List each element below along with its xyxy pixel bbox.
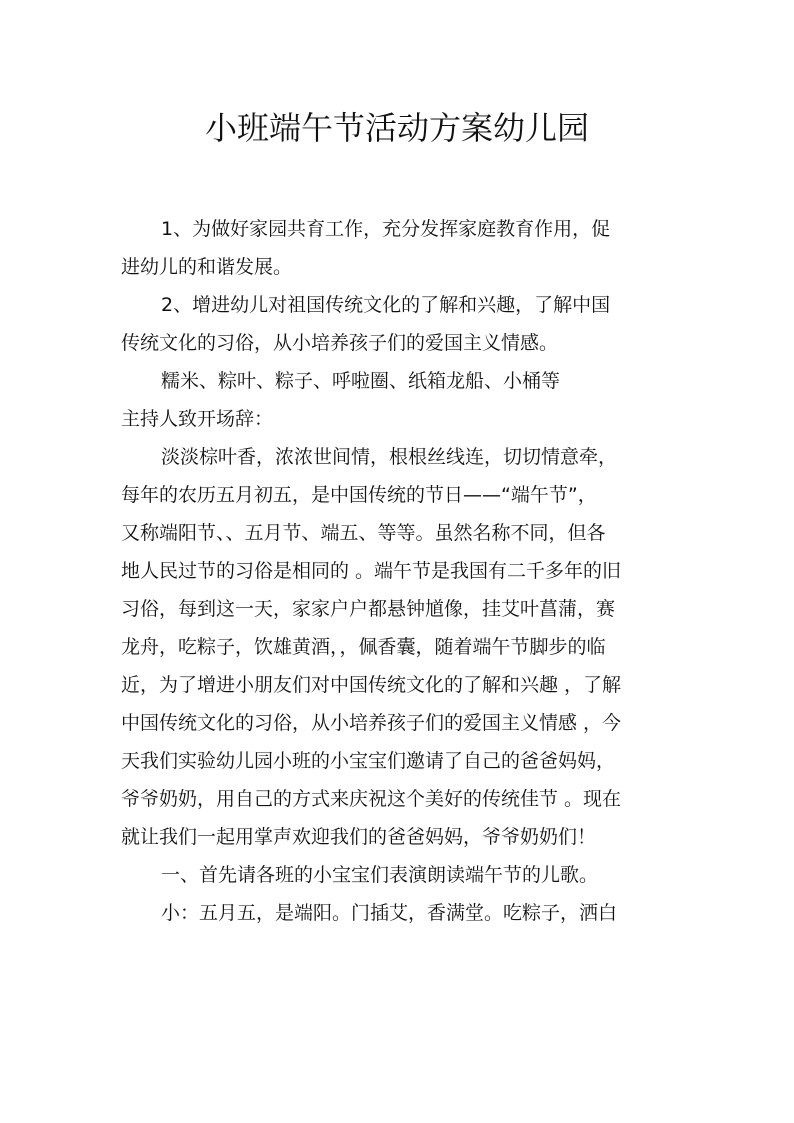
document-body: [121, 210, 677, 932]
paragraph-host-opening: [121, 400, 677, 438]
text-line: 2、增进幼儿对祖国传统文化的了解和兴趣，了解中国: [161, 294, 611, 316]
text-line: 中国传统文化的习俗，从小培养孩子们的爱国主义情感 ，今: [121, 712, 622, 734]
text-line: 传统文化的习俗，从小培养孩子们的爱国主义情感。: [121, 332, 559, 354]
text-line: 习俗，每到这一天，家家户户都悬钟馗像，挂艾叶菖蒲，赛: [121, 598, 616, 620]
text-line: 淡淡棕叶香，浓浓世间情，根根丝线连，切切情意牵，: [161, 446, 618, 468]
document-title: 小班端午节活动方案幼儿园: [204, 109, 589, 147]
paragraph-materials: [121, 362, 677, 400]
text-line: 天我们实验幼儿园小班的小宝宝们邀请了自己的爸爸妈妈，: [121, 750, 616, 772]
text-line: 爷爷奶奶，用自己的方式来庆祝这个美好的传统佳节 。现在: [121, 788, 622, 810]
text-line: 就让我们一起用掌声欢迎我们的爸爸妈妈，爷爷奶奶们！: [121, 826, 597, 848]
text-line: 进幼儿的和谐发展。: [121, 256, 293, 278]
paragraph-step-one: [121, 856, 677, 894]
text-line: 糯米、粽叶、粽子、呼啦圈、纸箱龙船、小桶等: [161, 370, 561, 392]
text-line: 地人民过节的习俗是相同的 。端午节是我国有二千多年的旧: [121, 560, 622, 582]
text-line: 1、为做好家园共育工作，充分发挥家庭教育作用，促: [161, 218, 611, 240]
text-line: 小：五月五，是端阳。门插艾，香满堂。吃粽子，洒白: [161, 902, 618, 924]
paragraph-goal-1: [121, 210, 677, 286]
paragraph-goal-2: [121, 286, 677, 362]
text-line: 近，为了增进小朋友们对中国传统文化的了解和兴趣 ，了解: [121, 674, 622, 696]
paragraph-nursery-rhyme: [121, 894, 677, 932]
text-line: 每年的农历五月初五，是中国传统的节日——“端午节”，: [121, 484, 597, 506]
paragraph-opening-speech: [121, 438, 677, 856]
text-line: 主持人致开场辞：: [121, 408, 274, 430]
text-line: 龙舟，吃粽子，饮雄黄酒，，佩香囊，随着端午节脚步的临: [121, 636, 606, 658]
text-line: 一、首先请各班的小宝宝们表演朗读端午节的儿歌。: [161, 864, 599, 886]
text-line: 又称端阳节、、五月节、端五、等等。虽然名称不同，但各: [121, 522, 606, 544]
